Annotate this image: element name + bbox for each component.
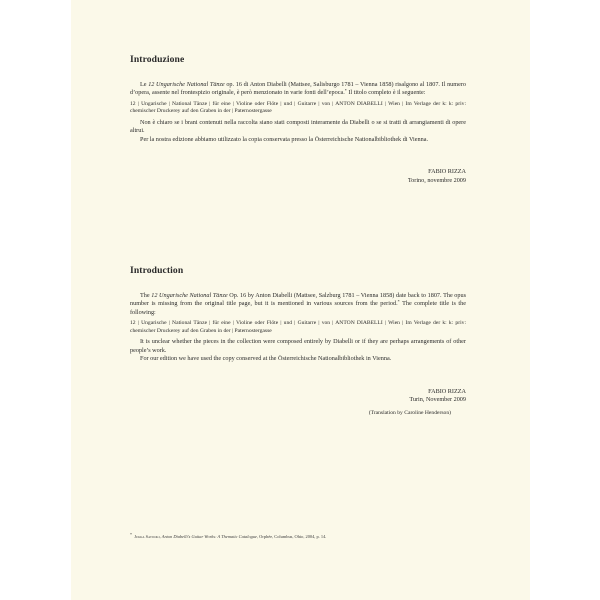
heading-introduction: Introduction: [130, 265, 184, 276]
it-paragraph-1: Le 12 Ungarische National Tänze op. 16 di Anton Diabelli (Mattsee, Salisburgo 1781 – Vienna 1858) risalgono al 1807. Il numero d’opera, assente nel frontespizio originale, è però menzionato in varie fonti dell’epoca.* Il titolo completo è il seguente:: [130, 81, 466, 97]
footnote-work: Anton Diabelli’s Guitar Works: A Thematic Catalogue: [161, 534, 257, 539]
it-paragraph-3: Per la nostra edizione abbiamo utilizzato la copia conservata presso la Österreichische Nationalbibliothek di Vienna.: [140, 135, 428, 143]
en-footnote-ref: *: [397, 299, 400, 305]
en-signature-place: Turin, November 2009: [409, 396, 466, 404]
document-page: [71, 0, 530, 600]
footnote: * Jukka Savijoki, Anton Diabelli’s Guitar Works: A Thematic Catalogue, Orphée, Columbus, Ohio, 2004, p. 14.: [130, 532, 327, 539]
en-paragraph-1: The 12 Ungarische National Tänze Op. 16 by Anton Diabelli (Mattsee, Salzburg 1781 – Vienna 1858) date back to 1807. The opus number is missing from the original title page, but it is mentioned in various sources from the period.* The complete title is the following:: [130, 292, 466, 316]
it-work-title: 12 Ungarische National Tänze: [148, 81, 225, 88]
translation-credit: (Translation by Caroline Henderson): [368, 410, 451, 417]
it-signature-name: FABIO RIZZA: [428, 168, 466, 176]
en-signature-name: FABIO RIZZA: [428, 387, 466, 395]
en-work-title: 12 Ungarische National Tänze: [151, 292, 228, 299]
en-full-title: 12 | Ungarische | National Tänze | für eine | Violine oder Flöte | und | Guitarre | von | ANTON DIABELLI | Wien | Im Verlage der k: k: priv: chemischer Druckerey auf den Graben in der | Paternostergasse: [130, 320, 466, 334]
it-signature-place: Torino, novembre 2009: [407, 176, 466, 184]
en-paragraph-2: It is unclear whether the pieces in the collection were composed entirely by Diabelli or if they are perhaps arrangements of other people’s work.: [130, 338, 466, 354]
footnote-mark: *: [130, 532, 132, 537]
en-paragraph-3: For our edition we have used the copy conserved at the Österreichische Nationalbibliothek in Vienna.: [140, 355, 392, 363]
footnote-author: Jukka Savijoki: [134, 534, 160, 539]
section-italian: [130, 54, 466, 185]
it-paragraph-2: Non è chiaro se i brani contenuti nella raccolta siano stati composti interamente da Diabelli o se si tratti di arrangiamenti di opere altrui.: [130, 119, 466, 135]
it-footnote-ref: *: [344, 88, 347, 94]
section-english: [130, 265, 466, 417]
heading-introduzione: Introduzione: [130, 54, 185, 65]
it-full-title: 12 | Ungarische | National Tänze | für eine | Violine oder Flöte | und | Guitarre | von | ANTON DIABELLI | Wien | Im Verlage der k: k: priv: chemischer Druckerey auf den Graben in der | Paternostergasse: [130, 100, 466, 115]
